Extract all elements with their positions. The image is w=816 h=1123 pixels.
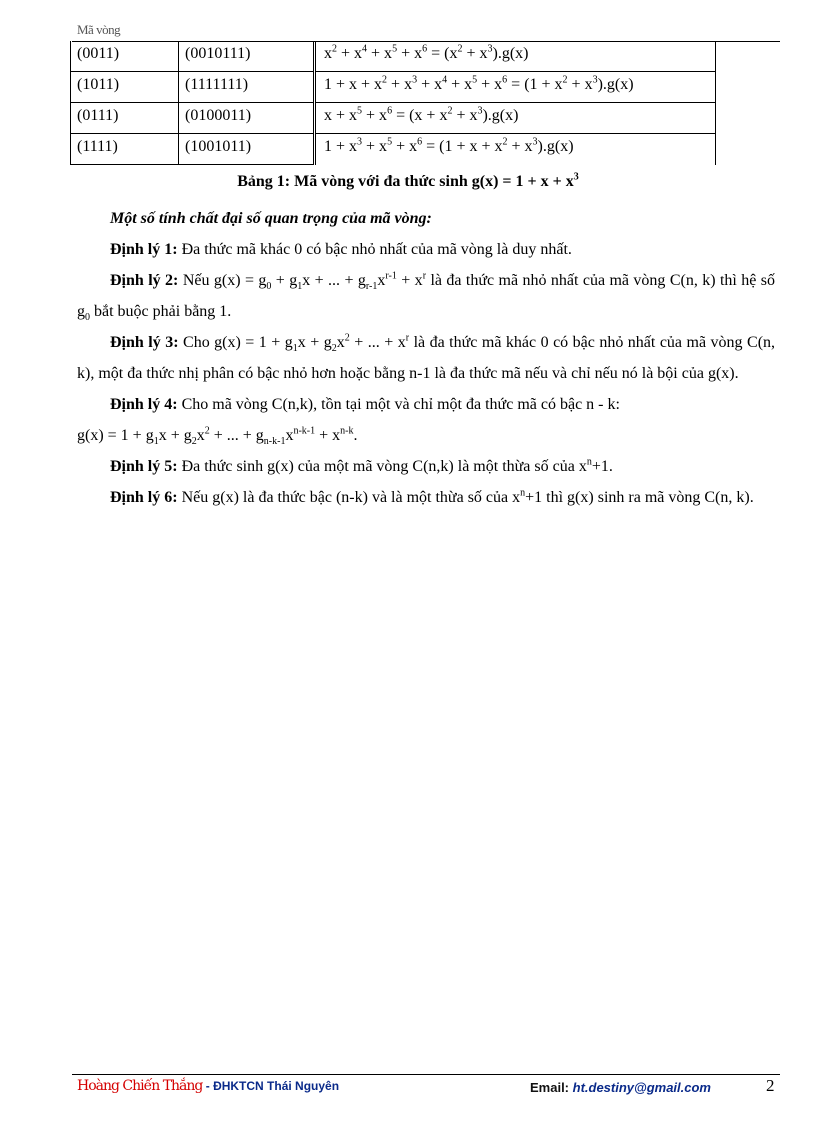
page-number: 2 — [766, 1076, 775, 1095]
polynomial-cell: $1 + x^3 + x^5 + x^6 = (1 + x + x^2 + x^3).g(x)$ — [315, 134, 716, 165]
codeword-cell: (1111111) — [179, 72, 315, 103]
theorem-4: Định lý 4: Cho mã vòng C(n,k), tồn tại một và chỉ một đa thức mã có bậc n - k: — [110, 396, 620, 413]
table-row — [71, 41, 716, 72]
theorem-label: Định lý 6: — [110, 489, 178, 506]
message-cell: (0111) — [71, 103, 179, 134]
polynomial-cell: $x + x^5 + x^6 = (x + x^2 + x^3).g(x)$ — [315, 103, 716, 134]
running-header: Mã vòng — [77, 22, 121, 37]
theorem-4-formula: $g(x) = 1 + g_1x + g_2x^2$ + ... + $g_{n-k-1}x^{n-k-1} + x^{n-k}$. — [77, 425, 358, 448]
footer-school: ĐHKTCN Thái Nguyên — [213, 1079, 340, 1093]
footer-author: Hoàng Chiến Thắng — [77, 1078, 203, 1094]
cyclic-code-table — [70, 41, 716, 165]
codeword-cell: (0100011) — [179, 103, 315, 134]
document-body — [77, 203, 775, 513]
section-title: Một số tính chất đại số quan trọng của mã vòng: — [110, 210, 432, 227]
table-row — [71, 103, 716, 134]
theorem-label: Định lý 1: — [110, 241, 178, 258]
polynomial-cell: $x^2 + x^4 + x^5 + x^6 = (x^2 + x^3).g(x)$ — [315, 41, 716, 72]
message-cell: (1111) — [71, 134, 179, 165]
theorem-label: Định lý 4: — [110, 396, 178, 413]
theorem-1: Định lý 1: Đa thức mã khác 0 có bậc nhỏ nhất của mã vòng là duy nhất. — [110, 241, 572, 258]
codeword-cell: (1001011) — [179, 134, 315, 165]
theorem-6: Định lý 6: Nếu g(x) là đa thức bậc (n-k) và là một thừa số của $x^n+1$ thì g(x) sinh ra mã vòng C(n, k). — [110, 487, 754, 506]
footer-rule — [72, 1074, 780, 1075]
table-row — [71, 134, 716, 165]
table-caption: Bảng 1: Mã vòng với đa thức $\sinh g(x) = 1 + x + x^3$ — [237, 171, 579, 190]
codeword-cell: (0010111) — [179, 41, 315, 72]
email-link[interactable]: ht.destiny@gmail.com — [572, 1080, 711, 1095]
theorem-2: Định lý 2: Nếu $g(x) = g_0 + g_1x$ + ... + $g_{r-1}x^{r-1} + x^r$ là đa thức mã nhỏ nhất của mã vòng C(n, k) thì hệ số $g_0$ bắt buộc phải bằng 1. — [77, 270, 776, 324]
theorem-label: Định lý 2: — [110, 272, 179, 289]
footer-author-line: Hoàng Chiến Thắng - ĐHKTCN Thái Nguyên — [77, 1078, 340, 1094]
table-row — [71, 72, 716, 103]
theorem-5: Định lý 5: Đa thức sinh g(x) của một mã vòng C(n,k) là một thừa số của $x^n+1$. — [110, 456, 613, 475]
message-cell: (0011) — [71, 41, 179, 72]
theorem-label: Định lý 5: — [110, 458, 178, 475]
polynomial-cell: $1 + x + x^2 + x^3 + x^4 + x^5 + x^6 = (1 + x^2 + x^3).g(x)$ — [315, 72, 716, 103]
theorem-3: Định lý 3: Cho $g(x) = 1 + g_1x + g_2x^2$ + ... + $x^r$ là đa thức mã khác 0 có bậc nhỏ nhất của mã vòng C(n, k), một đa thức nhị phân có bậc nhỏ hơn hoặc bằng n-1 là đa thức mã nếu và chỉ nếu nó là bội của g(x). — [77, 332, 776, 382]
theorem-label: Định lý 3: — [110, 334, 179, 351]
message-cell: (1011) — [71, 72, 179, 103]
footer-email: Email: ht.destiny@gmail.com — [530, 1080, 711, 1095]
